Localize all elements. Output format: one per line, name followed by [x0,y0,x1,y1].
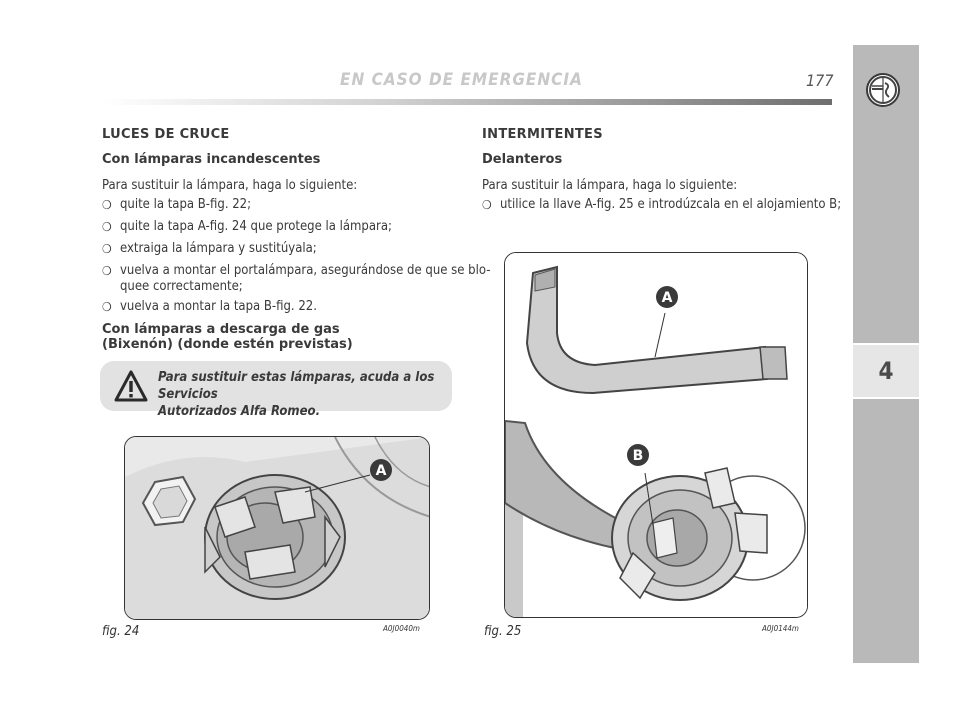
heading-luces-de-cruce: LUCES DE CRUCE [102,127,230,142]
intro-text: Para sustituir la lámpara, haga lo siguiente: [482,178,738,193]
list-item: ❍ quite la tapa A-fig. 24 que protege la lámpara; [102,219,392,234]
bullet-icon: ❍ [102,300,112,314]
alfa-romeo-logo-icon [866,73,900,107]
chapter-number: 4 [878,357,894,385]
heading-intermitentes: INTERMITENTES [482,127,603,142]
bullet-icon: ❍ [482,198,492,212]
subheading-delanteros: Delanteros [482,152,563,167]
subheading-bixenon-line2: (Bixenón) (donde estén previstas) [102,337,353,352]
callout-label-b: B [632,448,644,464]
section-title: EN CASO DE EMERGENCIA [340,70,583,90]
warning-text: Para sustituir estas lámparas, acuda a los Servicios Autorizados Alfa Romeo. [158,370,435,419]
list-item: ❍ extraiga la lámpara y sustitúyala; [102,241,317,256]
list-item: ❍ vuelva a montar el portalámpara, asegurándose de que se blo- [102,263,491,278]
bullet-icon: ❍ [102,264,112,278]
figure-24-code: A0J0040m [383,624,420,633]
subheading-bixenon-line1: Con lámparas a descarga de gas [102,322,340,337]
figure-24 [124,436,430,620]
callout-label-a: A [661,290,673,306]
figure-25-illustration [505,253,808,618]
bullet-icon: ❍ [102,220,112,234]
page-number: 177 [806,71,834,90]
list-item-continuation: quee correctamente; [120,279,243,294]
subheading-incandescentes: Con lámparas incandescentes [102,152,321,167]
intro-text: Para sustituir la lámpara, haga lo siguiente: [102,178,358,193]
figure-25-caption: fig. 25 [484,624,522,639]
bullet-icon: ❍ [102,242,112,256]
list-item: ❍ utilice la llave A-fig. 25 e introdúzcala en el alojamiento B; [482,197,842,212]
callout-label-a: A [375,463,387,479]
warning-triangle-icon [114,370,148,402]
bullet-icon: ❍ [102,198,112,212]
header-rule [100,99,832,105]
figure-24-illustration [125,437,430,620]
chapter-tab[interactable] [853,343,919,399]
figure-24-caption: fig. 24 [102,624,140,639]
list-item: ❍ vuelva a montar la tapa B-fig. 22. [102,299,317,314]
figure-25-code: A0J0144m [762,624,799,633]
figure-25 [504,252,808,618]
list-item: ❍ quite la tapa B-fig. 22; [102,197,252,212]
